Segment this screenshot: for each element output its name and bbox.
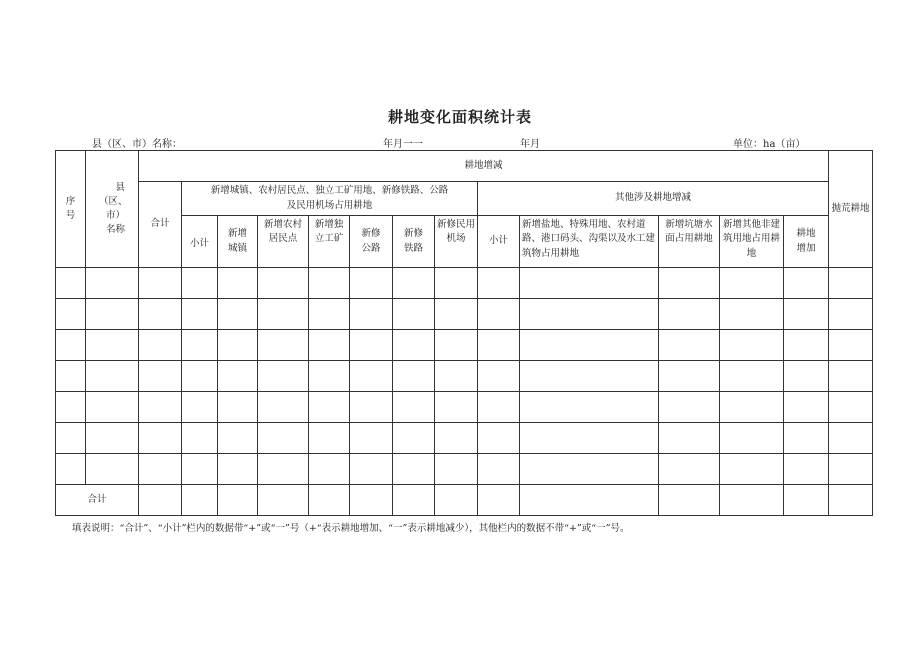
total-cell: [659, 485, 720, 516]
table-cell: [659, 299, 720, 330]
new-town-header: 新增城镇: [218, 216, 258, 268]
table-cell: [393, 392, 435, 423]
table-cell: [139, 454, 182, 485]
new-other-header: 新增其他非建筑用地占用耕地: [720, 216, 784, 268]
table-cell: [393, 454, 435, 485]
table-cell: [720, 423, 784, 454]
total-cell: [309, 485, 350, 516]
table-cell: [478, 268, 520, 299]
table-cell: [218, 454, 258, 485]
table-row: [56, 392, 873, 423]
table-cell: [182, 423, 218, 454]
table-cell: [350, 392, 393, 423]
serial-header: 序号: [56, 151, 86, 268]
table-cell: [139, 268, 182, 299]
table-cell: [520, 454, 659, 485]
change-group-header: 耕地增减: [139, 151, 829, 182]
table-row: [56, 330, 873, 361]
total-cell: [350, 485, 393, 516]
county-header: 县（区、市）名称: [86, 151, 139, 268]
unit-label: 单位：ha（亩）: [733, 139, 806, 150]
table-cell: [720, 330, 784, 361]
table-cell: [139, 392, 182, 423]
table-cell: [435, 330, 478, 361]
table-cell: [56, 454, 86, 485]
table-cell: [258, 299, 309, 330]
total-row: [56, 485, 873, 516]
table-cell: [218, 392, 258, 423]
table-cell: [139, 299, 182, 330]
total-cell: [435, 485, 478, 516]
date-range-label: 年月一一: [383, 139, 423, 150]
table-cell: [182, 330, 218, 361]
subtotal-b-header: 小计: [478, 216, 520, 268]
header-row-1: [56, 151, 873, 182]
table-cell: [478, 299, 520, 330]
abandoned-header: 抛荒耕地: [829, 151, 873, 268]
table-cell: [659, 423, 720, 454]
table-cell: [478, 361, 520, 392]
new-pond-header: 新增坑塘水面占用耕地: [659, 216, 720, 268]
new-airport-header: 新修民用机场: [435, 216, 478, 268]
table-cell: [829, 330, 873, 361]
table-cell: [720, 454, 784, 485]
table-cell: [258, 268, 309, 299]
table-cell: [435, 423, 478, 454]
table-cell: [784, 268, 829, 299]
table-cell: [829, 423, 873, 454]
new-rural-header: 新增农村居民点: [258, 216, 309, 268]
table-cell: [520, 299, 659, 330]
table-cell: [720, 299, 784, 330]
table-cell: [139, 330, 182, 361]
table-cell: [182, 454, 218, 485]
table-cell: [829, 268, 873, 299]
table-cell: [659, 330, 720, 361]
table-cell: [393, 361, 435, 392]
table-cell: [829, 361, 873, 392]
table-cell: [520, 392, 659, 423]
table-cell: [56, 299, 86, 330]
new-saline-header: 新增盐地、特殊用地、农村道路、港口码头、沟渠以及水工建筑物占用耕地: [520, 216, 659, 268]
table-cell: [784, 361, 829, 392]
table-cell: [139, 423, 182, 454]
table-row: [56, 361, 873, 392]
table-cell: [393, 423, 435, 454]
table-cell: [784, 330, 829, 361]
table-cell: [218, 268, 258, 299]
table-cell: [478, 330, 520, 361]
table-cell: [86, 268, 139, 299]
table-cell: [258, 392, 309, 423]
table-cell: [478, 454, 520, 485]
table-cell: [258, 361, 309, 392]
table-cell: [520, 361, 659, 392]
farmland-increase-header: 耕地增加: [784, 216, 829, 268]
new-rail-header: 新修铁路: [393, 216, 435, 268]
total-row-label: 合计: [56, 485, 139, 516]
total-cell: [258, 485, 309, 516]
table-cell: [659, 268, 720, 299]
fill-instructions: 填表说明：“合计”、“小计”栏内的数据带“+”或“一”号（+“表示耕地增加、“一”表示耕地减少），其他栏内的数据不带“+”或“一”号。: [72, 523, 630, 534]
table-cell: [182, 268, 218, 299]
table-row: [56, 268, 873, 299]
table-cell: [393, 299, 435, 330]
table-cell: [435, 454, 478, 485]
table-cell: [520, 423, 659, 454]
table-cell: [784, 423, 829, 454]
county-name-label: 县（区、市）名称：: [92, 139, 182, 150]
total-cell: [520, 485, 659, 516]
table-cell: [478, 423, 520, 454]
table-cell: [86, 361, 139, 392]
table-cell: [258, 454, 309, 485]
table-cell: [86, 330, 139, 361]
table-cell: [218, 361, 258, 392]
table-cell: [720, 361, 784, 392]
table-cell: [520, 330, 659, 361]
table-cell: [435, 299, 478, 330]
table-cell: [218, 423, 258, 454]
total-cell: [182, 485, 218, 516]
table-cell: [86, 299, 139, 330]
table-cell: [350, 454, 393, 485]
table-cell: [350, 330, 393, 361]
other-group-header: 其他涉及耕地增减: [478, 182, 829, 216]
table-row: [56, 423, 873, 454]
table-cell: [309, 299, 350, 330]
header-row-2: [56, 182, 873, 216]
table-cell: [56, 268, 86, 299]
table-cell: [829, 299, 873, 330]
total-cell: [829, 485, 873, 516]
table-cell: [309, 423, 350, 454]
subtotal-a-header: 小计: [182, 216, 218, 268]
table-cell: [720, 268, 784, 299]
table-cell: [182, 361, 218, 392]
table-cell: [56, 392, 86, 423]
table-cell: [784, 392, 829, 423]
table-cell: [56, 423, 86, 454]
table-cell: [86, 392, 139, 423]
table-cell: [258, 423, 309, 454]
statistics-table: [55, 150, 873, 516]
table-cell: [258, 330, 309, 361]
table-cell: [309, 454, 350, 485]
total-cell: [393, 485, 435, 516]
table-cell: [309, 268, 350, 299]
new-road-header: 新修公路: [350, 216, 393, 268]
table-cell: [139, 361, 182, 392]
table-cell: [784, 299, 829, 330]
table-cell: [350, 423, 393, 454]
total-cell: [720, 485, 784, 516]
table-cell: [56, 361, 86, 392]
table-cell: [218, 299, 258, 330]
table-cell: [435, 268, 478, 299]
table-cell: [659, 454, 720, 485]
table-cell: [182, 299, 218, 330]
table-cell: [520, 268, 659, 299]
table-cell: [829, 454, 873, 485]
table-cell: [478, 392, 520, 423]
new-mine-header: 新增独立工矿: [309, 216, 350, 268]
table-cell: [829, 392, 873, 423]
page-title: 耕地变化面积统计表: [387, 108, 532, 126]
table-row: [56, 454, 873, 485]
table-cell: [182, 392, 218, 423]
table-cell: [720, 392, 784, 423]
table-cell: [435, 361, 478, 392]
table-cell: [309, 361, 350, 392]
total-header: 合计: [139, 182, 182, 268]
total-cell: [478, 485, 520, 516]
table-cell: [393, 268, 435, 299]
table-cell: [659, 392, 720, 423]
table-cell: [309, 330, 350, 361]
total-cell: [218, 485, 258, 516]
table-cell: [393, 330, 435, 361]
table-cell: [350, 268, 393, 299]
construction-group-header: 新增城镇、农村居民点、独立工矿用地、新修铁路、公路及民用机场占用耕地: [182, 182, 478, 216]
table-row: [56, 299, 873, 330]
date-end-label: 年月: [520, 139, 540, 150]
table-cell: [784, 454, 829, 485]
table-cell: [350, 299, 393, 330]
table-cell: [435, 392, 478, 423]
total-cell: [784, 485, 829, 516]
table-cell: [86, 423, 139, 454]
total-cell: [139, 485, 182, 516]
table-cell: [309, 392, 350, 423]
table-cell: [218, 330, 258, 361]
table-cell: [86, 454, 139, 485]
table-cell: [350, 361, 393, 392]
table-cell: [659, 361, 720, 392]
table-cell: [56, 330, 86, 361]
